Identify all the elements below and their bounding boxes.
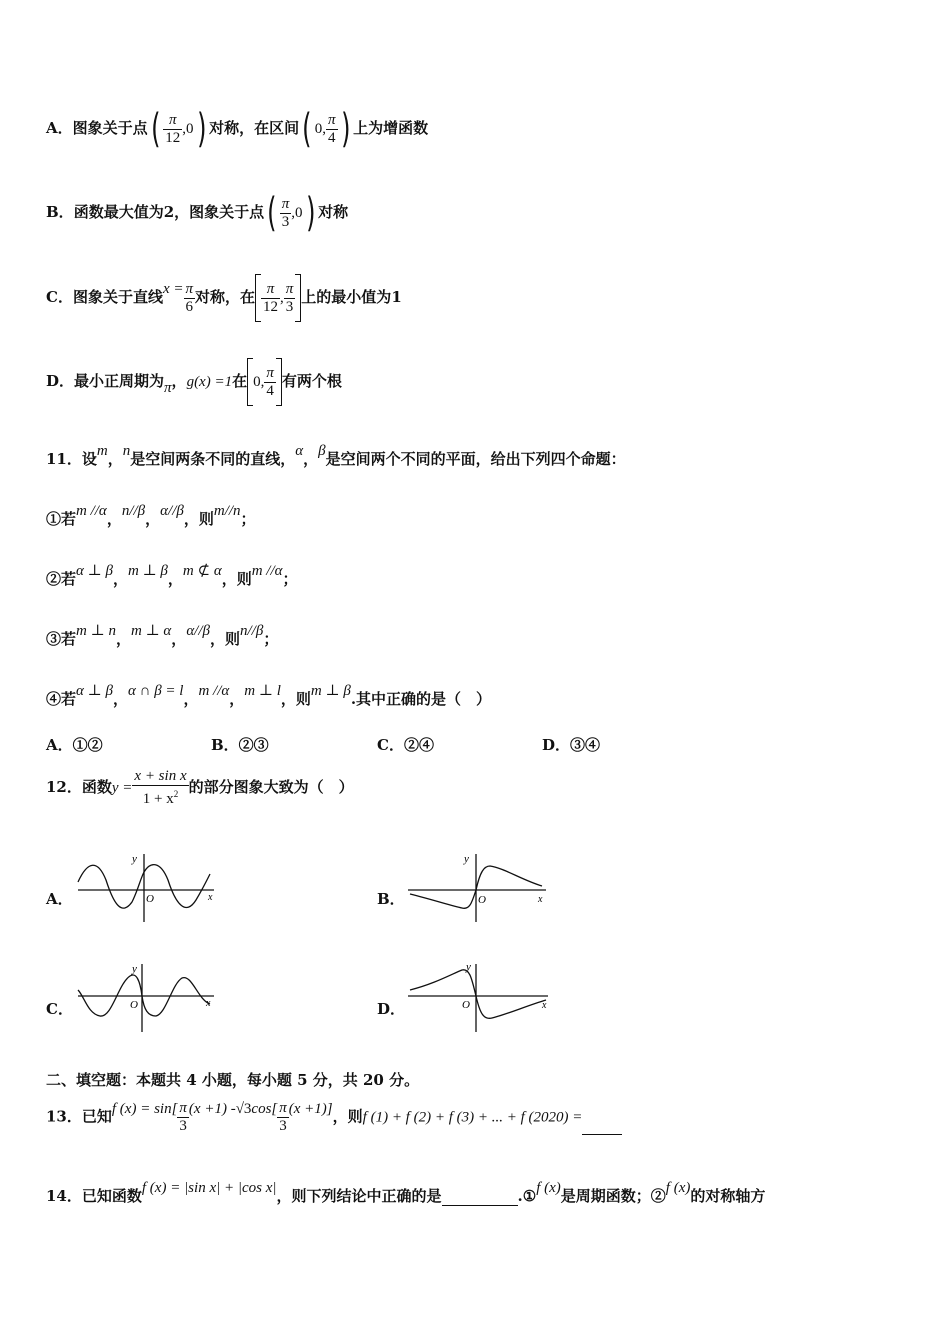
- question-number: 13．已知: [46, 1107, 112, 1126]
- math-text: m//n: [213, 503, 241, 519]
- fraction: $\frac{\pi}{6}$: [185, 280, 194, 315]
- fraction: $\frac{\pi}{12}$: [263, 280, 279, 315]
- question-text: 的对称轴方: [690, 1187, 766, 1205]
- math-text: (x +1) -: [188, 1100, 236, 1117]
- option-label: A．: [46, 119, 73, 137]
- answer-blank[interactable]: [582, 1118, 622, 1135]
- then-text: ，则: [221, 570, 252, 588]
- q12-label-c: C．: [46, 1000, 73, 1018]
- fraction: $\frac{\pi}{3}$: [279, 1100, 287, 1134]
- question-text: 的部分图象大致为（ ）: [188, 778, 354, 796]
- math-text: f (x) = sin[: [111, 1100, 178, 1117]
- math-text: m ⊥ n: [76, 623, 116, 639]
- q12-stem: [46, 768, 354, 808]
- q10-option-c: C．图象关于直线x = $\frac{\pi}{6}$ 对称，在 $\frac{\pi}{12}$ , $\frac{\pi}{3}$ 上的最小值为1: [46, 274, 402, 322]
- origin-label: O: [478, 894, 486, 906]
- math-text: β: [318, 443, 326, 459]
- option-text: 上为增函数: [353, 119, 429, 137]
- question-number: 14．已知函数: [46, 1187, 142, 1205]
- end-text: .其中正确的是（ ）: [350, 690, 492, 708]
- right-paren: ): [340, 106, 351, 152]
- separator: ，: [112, 690, 128, 708]
- origin-label: O: [146, 893, 154, 905]
- math-text: y =: [111, 780, 133, 796]
- fraction: $\frac{\pi}{3}$: [179, 1100, 187, 1134]
- section-header: 二、填空题：本题共 4 小题，每小题 5 分，共 20 分。: [46, 1071, 420, 1089]
- graph-a: [74, 850, 224, 925]
- math-text: α ⊥ β: [76, 563, 113, 579]
- math-text: f (x): [536, 1180, 561, 1196]
- end-text: ；: [282, 570, 298, 588]
- q14-stem: [46, 1180, 766, 1206]
- separator: ，: [167, 570, 183, 588]
- math-text: α: [295, 443, 304, 459]
- proposition-label: ④若: [46, 690, 77, 708]
- math-text: ,0: [182, 121, 194, 137]
- separator: ，: [171, 630, 187, 648]
- option-text: 图象关于直线: [72, 288, 163, 306]
- q11-proposition-2: [46, 563, 298, 589]
- math-text: x =: [162, 281, 184, 297]
- x-label: x: [538, 894, 543, 905]
- math-text: (x +1)]: [288, 1100, 333, 1117]
- option-label: B．: [46, 203, 74, 221]
- right-paren: ): [305, 190, 316, 236]
- fraction: $\frac{\pi}{4}$: [266, 364, 274, 399]
- then-text: ，则: [210, 630, 241, 648]
- math-text: 0,: [314, 121, 326, 137]
- option-value: 2: [163, 203, 175, 221]
- fraction: $\frac{\pi}{4}$: [328, 111, 336, 146]
- q12-label-d: D．: [377, 1000, 406, 1018]
- math-text: f (x): [665, 1180, 691, 1196]
- math-text: m ⊥ β: [310, 683, 351, 699]
- option-text: 最小正周期为: [74, 372, 165, 390]
- question-text: 是空间两条不同的直线，: [130, 450, 296, 468]
- q11-option-c: C．②④: [377, 736, 434, 754]
- fraction: $\frac{\pi}{3}$: [281, 195, 290, 230]
- origin-label: O: [130, 999, 138, 1011]
- answer-blank[interactable]: [442, 1189, 518, 1206]
- question-text: 是空间两个不同的平面，给出下列四个命题：: [325, 450, 626, 468]
- question-text: .①: [517, 1187, 537, 1205]
- x-label: x: [208, 892, 213, 903]
- q11-proposition-1: [46, 503, 256, 529]
- y-label: y: [466, 961, 471, 973]
- fraction: $\frac{\text{x + sin x}}{1 + x^2}$: [134, 768, 187, 807]
- option-label: D．: [46, 372, 75, 390]
- q13-stem: [46, 1100, 622, 1135]
- proposition-label: ①若: [46, 510, 77, 528]
- math-text: m //α: [76, 503, 107, 519]
- math-text: n: [122, 443, 131, 459]
- option-text: 对称，在: [195, 288, 256, 306]
- x-label: x: [542, 1000, 547, 1011]
- q10-option-b: [46, 190, 348, 236]
- math-text: m ⊥ β: [127, 563, 168, 579]
- math-text: f (x) = |sin x| + |cos x|: [141, 1180, 277, 1196]
- separator: ，: [107, 450, 123, 468]
- q11-proposition-4: [46, 683, 492, 709]
- separator: ，: [303, 450, 319, 468]
- graph-c: [74, 960, 224, 1035]
- math-text: ,0: [291, 205, 303, 221]
- q10-option-d: [46, 358, 342, 406]
- then-text: ，则: [183, 510, 214, 528]
- separator: ，: [115, 630, 131, 648]
- q11-option-b: B．②③: [211, 736, 269, 754]
- math-text: m ⊥ l: [244, 683, 281, 699]
- separator: ，: [229, 690, 245, 708]
- q11-stem: [46, 443, 626, 469]
- separator: ，: [183, 690, 199, 708]
- fraction: $\frac{\pi}{12}$: [165, 111, 181, 146]
- graph-d: [404, 960, 554, 1035]
- option-text: 对称: [318, 203, 349, 221]
- math-text: √3: [235, 1100, 252, 1117]
- end-text: ；: [240, 510, 256, 528]
- math-text: cos[: [251, 1100, 278, 1117]
- math-text: α ∩ β = l: [127, 683, 184, 699]
- option-text: 在: [232, 372, 248, 390]
- y-label: y: [132, 853, 137, 865]
- origin-label: O: [462, 999, 470, 1011]
- fraction: $\frac{\pi}{3}$: [285, 280, 294, 315]
- math-text: 0,: [253, 374, 265, 390]
- separator: ，: [106, 510, 122, 528]
- proposition-label: ②若: [46, 570, 77, 588]
- q12-label-b: B．: [377, 890, 405, 908]
- separator: ，: [112, 570, 128, 588]
- left-paren: (: [150, 106, 161, 152]
- question-text: 是周期函数；②: [560, 1187, 666, 1205]
- y-label: y: [464, 853, 469, 865]
- question-number: 12．函数: [46, 778, 112, 796]
- x-label: x: [206, 998, 211, 1009]
- option-text: ，图象关于点: [174, 203, 265, 221]
- q11-proposition-3: [46, 623, 279, 649]
- curve: [410, 970, 546, 1019]
- q10-option-a: [46, 106, 428, 152]
- option-value: 1: [391, 288, 402, 306]
- math-text: m: [96, 443, 108, 459]
- math-text: m //α: [251, 563, 283, 579]
- math-text: π: [164, 380, 172, 396]
- math-text: α//β: [186, 623, 210, 639]
- math-text: f (1) + f (2) + f (3) + ... + f (2020) =: [362, 1109, 583, 1126]
- proposition-label: ③若: [46, 630, 77, 648]
- left-paren: (: [302, 106, 312, 152]
- option-text: 有两个根: [281, 372, 342, 390]
- math-text: m //α: [198, 683, 230, 699]
- graph-b: [404, 850, 554, 925]
- end-text: ；: [263, 630, 279, 648]
- option-text: 函数最大值为: [73, 203, 164, 221]
- math-text: m ⊥ α: [130, 623, 172, 639]
- option-text: 对称，在区间: [209, 119, 300, 137]
- then-text: ，则: [280, 690, 311, 708]
- option-label: C．: [46, 288, 73, 306]
- then-text: ，则: [332, 1107, 363, 1126]
- math-text: g(x) =1: [186, 374, 233, 390]
- q11-option-d: D．③④: [542, 736, 601, 754]
- option-text: 图象关于点: [72, 119, 148, 137]
- left-paren: (: [267, 190, 277, 236]
- math-text: α ⊥ β: [76, 683, 113, 699]
- math-text: n//β: [240, 623, 264, 639]
- option-text: ，: [171, 372, 187, 390]
- question-text: ，则下列结论中正确的是: [276, 1187, 442, 1205]
- question-number: 11．设: [46, 450, 97, 468]
- right-paren: ): [196, 106, 207, 152]
- q12-label-a: A．: [46, 890, 73, 908]
- y-label: y: [132, 963, 137, 975]
- math-text: m ⊄ α: [182, 563, 222, 579]
- option-text: 上的最小值为: [301, 288, 392, 306]
- math-text: α//β: [160, 503, 184, 519]
- q11-option-a: A．①②: [46, 736, 103, 754]
- math-text: n//β: [121, 503, 146, 519]
- separator: ，: [145, 510, 161, 528]
